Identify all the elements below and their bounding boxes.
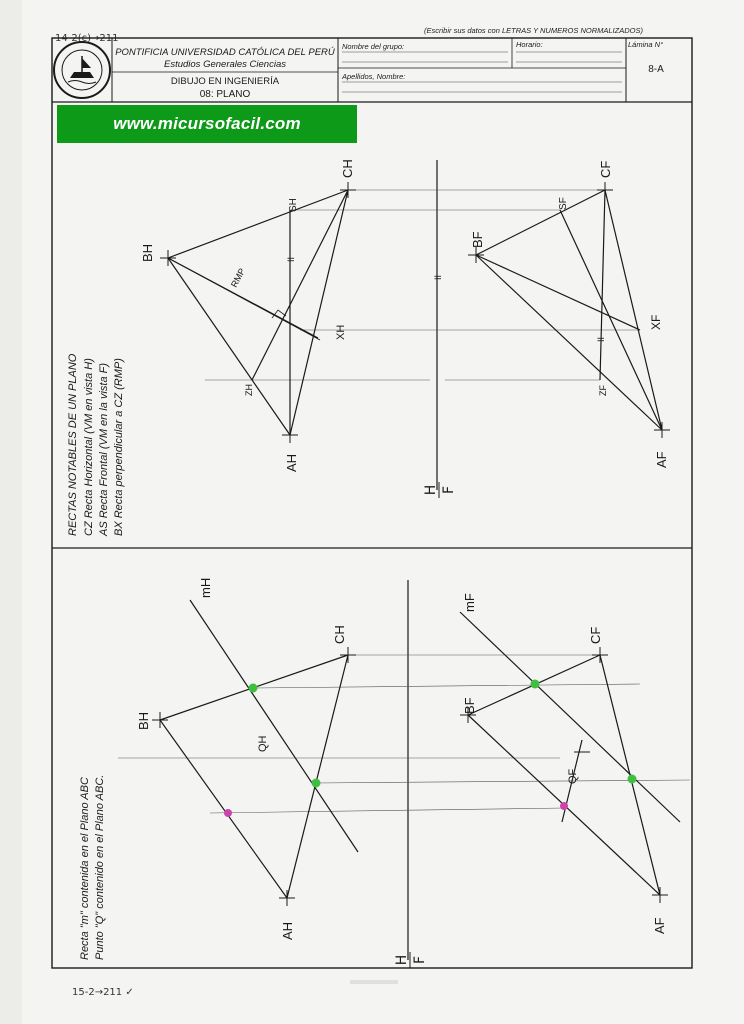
label-qh: QH bbox=[257, 735, 269, 752]
fold-label-f-upper: F bbox=[441, 485, 457, 495]
label-bh-upper: BH bbox=[140, 243, 155, 262]
fold-label-h-lower: H bbox=[394, 954, 410, 966]
mark-f-upper: II bbox=[596, 336, 606, 342]
magenta-dot-f bbox=[560, 802, 568, 810]
label-rmp: RMP bbox=[228, 266, 248, 289]
label-xh-upper: XH bbox=[335, 324, 347, 340]
projection-lines-upper bbox=[205, 190, 640, 380]
upper-line-3: BX Recta perpendicular a CZ (RMP) bbox=[113, 358, 125, 536]
label-af-lower: AF bbox=[652, 917, 667, 934]
upper-line-1: CZ Recta Horizontal (VM en vista H) bbox=[83, 358, 95, 536]
magenta-dot-h bbox=[224, 809, 232, 817]
name-label: Apellidos, Nombre: bbox=[342, 72, 406, 81]
sheet-number: 8-A bbox=[648, 64, 664, 75]
website-banner[interactable]: www.micursofacil.com bbox=[57, 105, 357, 143]
upper-title: RECTAS NOTABLES DE UN PLANO bbox=[67, 353, 79, 536]
triangle-h-upper bbox=[168, 190, 640, 435]
upper-line-2: AS Recta Frontal (VM en la vista F) bbox=[98, 363, 110, 536]
label-ah-upper: AH bbox=[284, 453, 299, 472]
university-seal bbox=[54, 42, 110, 98]
schedule-label: Horario: bbox=[516, 40, 543, 49]
green-dot-h2 bbox=[312, 779, 321, 788]
faculty-name: Estudios Generales Ciencias bbox=[164, 59, 286, 70]
upper-panel bbox=[67, 159, 670, 537]
label-qf: QF bbox=[567, 768, 579, 784]
green-dot-f1 bbox=[531, 680, 540, 689]
corner-note-bottom: 15-2→211 ✓ bbox=[72, 987, 134, 998]
fold-label-f-lower: F bbox=[412, 955, 428, 965]
label-mh: mH bbox=[198, 577, 213, 598]
top-instruction: (Escribir sus datos con LETRAS Y NUMEROS NORMALIZADOS) bbox=[424, 26, 643, 35]
topic-name: 08: PLANO bbox=[199, 89, 251, 100]
lower-panel bbox=[79, 578, 690, 968]
triangle-f-upper bbox=[476, 190, 662, 430]
sheet-border bbox=[52, 38, 692, 968]
university-name: PONTIFICIA UNIVERSIDAD CATÓLICA DEL PERÚ bbox=[115, 47, 335, 58]
label-cf-lower: CF bbox=[588, 626, 603, 644]
course-name: DIBUJO EN INGENIERÍA bbox=[170, 76, 280, 87]
label-bf-lower: BF bbox=[462, 697, 477, 714]
label-xf-upper: XF bbox=[649, 314, 663, 330]
triangle-f-lower bbox=[460, 612, 680, 895]
mark-h-upper: II bbox=[286, 256, 296, 262]
scan-artifact bbox=[350, 980, 398, 984]
label-sh-upper: SH bbox=[288, 198, 299, 212]
fold-label-h-upper: H bbox=[423, 484, 439, 496]
green-dot-f2 bbox=[628, 775, 637, 784]
corner-note-top: 14-2(c)→211 bbox=[55, 33, 119, 44]
label-mf: mF bbox=[462, 593, 477, 612]
lower-line-1: Recta "m" contenida en el Plano ABC bbox=[79, 777, 91, 960]
label-sf-upper: SF bbox=[558, 197, 569, 210]
label-bf-upper: BF bbox=[470, 231, 485, 248]
projection-lines-lower bbox=[118, 655, 690, 813]
lower-line-2: Punto "Q" contenido en el Plano ABC. bbox=[94, 774, 106, 960]
label-af-upper: AF bbox=[654, 451, 669, 468]
label-zh-upper: ZH bbox=[244, 384, 254, 396]
label-ch-upper: CH bbox=[340, 159, 355, 178]
sheet-label: Lámina N° bbox=[628, 40, 664, 49]
label-ch-lower: CH bbox=[332, 625, 347, 644]
mark-fold-upper: II bbox=[433, 274, 443, 280]
intersection-points bbox=[224, 680, 637, 818]
label-cf-upper: CF bbox=[598, 160, 613, 178]
group-label: Nombre del grupo: bbox=[342, 42, 405, 51]
label-ah-lower: AH bbox=[280, 921, 295, 940]
label-bh-lower: BH bbox=[136, 711, 151, 730]
label-zf-upper: ZF bbox=[598, 385, 608, 396]
scan-edge bbox=[0, 0, 22, 1024]
green-dot-h1 bbox=[249, 684, 258, 693]
